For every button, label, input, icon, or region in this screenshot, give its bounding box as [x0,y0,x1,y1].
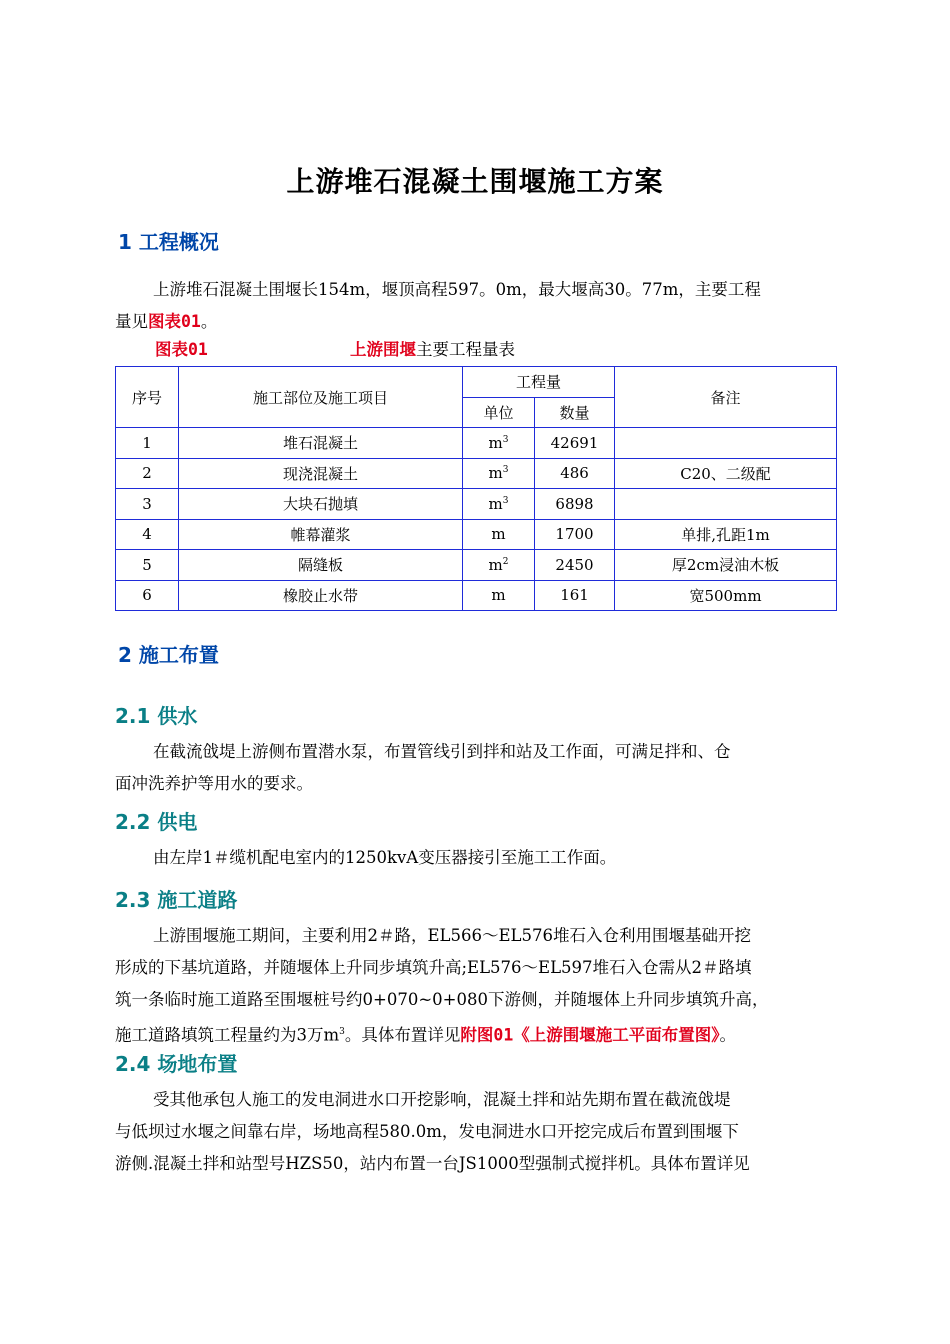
cell-remark: 宽500mm [615,580,837,611]
cell-amount: 6898 [535,489,615,520]
section-heading-2: 2 施工布置 [118,643,219,667]
cell-item: 堆石混凝土 [179,428,463,459]
cell-item: 橡胶止水带 [179,580,463,611]
cell-unit [463,458,535,489]
table-row [116,458,837,489]
table-caption-title [350,336,515,360]
header-item: 施工部位及施工项目 [179,367,463,428]
cell-unit [463,550,535,581]
cell-seq: 3 [116,489,179,520]
paragraph-line: 上游围堰施工期间，主要利用2＃路，EL566～EL576堆石入仓利用围堰基础开挖 [153,926,751,945]
cell-amount: 42691 [535,428,615,459]
cell-amount: 161 [535,580,615,611]
cell-remark: 单排,孔距1m [615,519,837,550]
drawing-reference-link[interactable]: 附图01《上游围堰施工平面布置图》 [460,1025,720,1045]
paragraph-line: 面冲洗养护等用水的要求。 [115,774,313,793]
paragraph-line: 游侧.混凝土拌和站型号HZS50，站内布置一台JS1000型强制式搅拌机。具体布置详见 [115,1154,750,1173]
caption-title-text: 主要工程量表 [416,340,515,359]
table-header-row [116,367,837,398]
table-caption-label: 图表01 [155,340,208,359]
subsection-heading-2-3: 2.3 施工道路 [115,888,238,912]
header-unit: 单位 [463,397,535,428]
cell-seq: 2 [116,458,179,489]
cell-item: 帷幕灌浆 [179,519,463,550]
cell-remark: 厚2cm浸油木板 [615,550,837,581]
cell-seq: 4 [116,519,179,550]
subsection-heading-2-2: 2.2 供电 [115,810,198,834]
cell-unit [463,428,535,459]
section-heading-1: 1 工程概况 [118,230,219,254]
subsection-2-1-paragraph [115,736,839,800]
cell-remark [615,428,837,459]
text: 量见 [115,312,148,331]
table-row [116,489,837,520]
header-seq: 序号 [116,367,179,428]
table-row [116,519,837,550]
paragraph-line: 筑一条临时施工道路至围堰桩号约0+070~0+080下游侧，并随堰体上升同步填筑升高， [115,990,769,1009]
section-1-paragraph [115,274,839,338]
unit-exponent: 2 [502,556,509,567]
subsection-heading-2-4: 2.4 场地布置 [115,1052,238,1076]
text: 。具体布置详见 [344,1025,461,1045]
unit-exponent: 3 [502,434,509,445]
cell-item: 大块石抛填 [179,489,463,520]
paragraph-line [115,1016,839,1052]
unit-exponent: 3 [339,1027,345,1037]
unit-text: m [488,555,503,574]
quantity-table [115,366,837,611]
caption-title-highlight: 上游围堰 [350,340,416,359]
cell-amount: 486 [535,458,615,489]
cell-seq: 1 [116,428,179,459]
cell-remark: C20、二级配 [615,458,837,489]
cell-item: 隔缝板 [179,550,463,581]
paragraph-line [115,306,839,338]
unit-text: m [488,464,503,483]
table-row [116,550,837,581]
unit-text: m [488,494,503,513]
cell-unit [463,519,535,550]
subsection-heading-2-1: 2.1 供水 [115,704,198,728]
cell-unit [463,580,535,611]
paragraph-line: 上游堆石混凝土围堰长154m，堰顶高程597。0m，最大堰高30。77m，主要工程 [153,280,761,299]
cell-unit [463,489,535,520]
unit-exponent: 3 [502,465,509,476]
paragraph-line: 与低坝过水堰之间靠右岸，场地高程580.0m，发电洞进水口开挖完成后布置到围堰下 [115,1122,739,1141]
unit-text: m [491,586,506,605]
cell-remark [615,489,837,520]
paragraph-line: 受其他承包人施工的发电洞进水口开挖影响，混凝土拌和站先期布置在截流戗堤 [153,1090,731,1109]
text: 。 [719,1025,737,1045]
subsection-2-4-paragraph [115,1084,839,1180]
cell-item: 现浇混凝土 [179,458,463,489]
header-quantity-group: 工程量 [463,367,615,398]
header-remark: 备注 [615,367,837,428]
table-row [116,428,837,459]
text: 。 [200,312,218,331]
paragraph-line: 由左岸1＃缆机配电室内的1250kvA变压器接引至施工工作面。 [153,848,617,867]
unit-exponent: 3 [502,495,509,506]
text: 施工道路填筑工程量约为3万m [115,1025,340,1045]
document-title: 上游堆石混凝土围堰施工方案 [286,165,664,198]
unit-text: m [488,433,503,452]
table-reference-link[interactable]: 图表01 [148,312,201,331]
subsection-2-2-paragraph [115,842,839,874]
header-amount: 数量 [535,397,615,428]
paragraph-line: 在截流戗堤上游侧布置潜水泵，布置管线引到拌和站及工作面，可满足拌和、仓 [153,742,731,761]
cell-amount: 2450 [535,550,615,581]
paragraph-line: 形成的下基坑道路，并随堰体上升同步填筑升高;EL576～EL597堆石入仓需从2＃路填 [115,958,752,977]
unit-text: m [491,525,506,544]
cell-seq: 6 [116,580,179,611]
cell-amount: 1700 [535,519,615,550]
table-row [116,580,837,611]
subsection-2-3-paragraph [115,920,839,1052]
cell-seq: 5 [116,550,179,581]
